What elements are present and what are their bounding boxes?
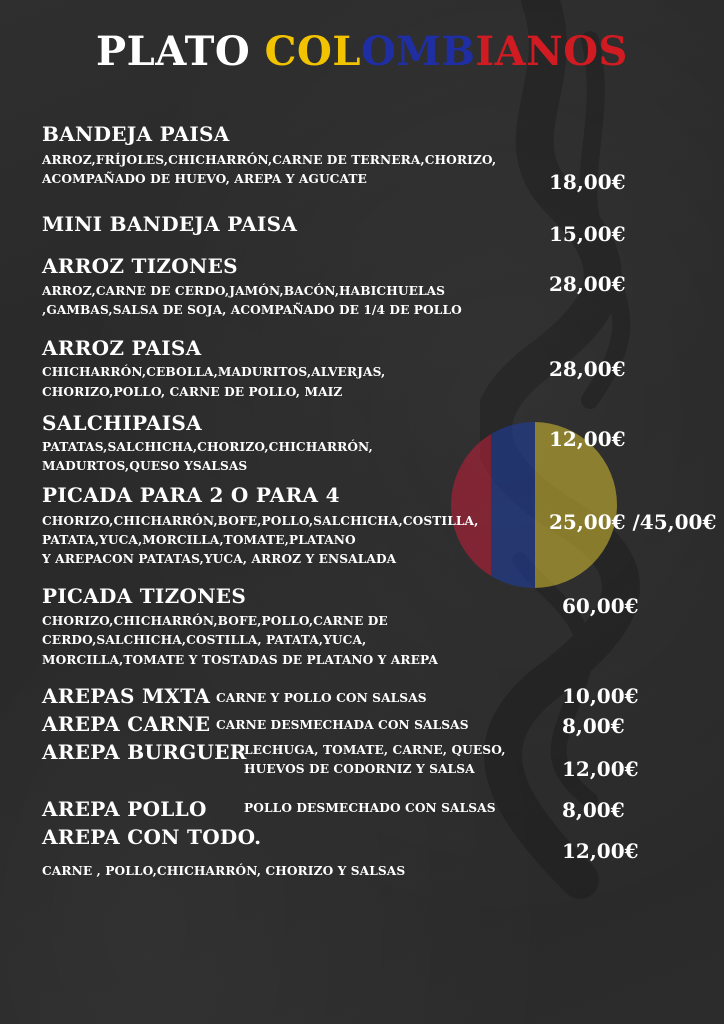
item-price: 12,00€	[562, 757, 639, 781]
item-name: PICADA TIZONES	[42, 584, 247, 608]
item-description: CHORIZO,POLLO, CARNE DE POLLO, MAIZ	[42, 385, 343, 399]
item-description: MADURTOS,QUESO YSALSAS	[42, 459, 248, 473]
item-price: 60,00€	[562, 594, 639, 618]
item-description: CHICHARRÓN,CEBOLLA,MADURITOS,ALVERJAS,	[42, 365, 386, 379]
item-description: ARROZ,CARNE DE CERDO,JAMÓN,BACÓN,HABICHUELAS	[42, 284, 446, 298]
item-price: 8,00€	[562, 798, 625, 822]
item-price: 12,00€	[549, 427, 626, 451]
item-description: ARROZ,FRÍJOLES,CHICHARRÓN,CARNE DE TERNERA,CHORIZO,	[42, 153, 497, 167]
item-description: PATATAS,SALCHICHA,CHORIZO,CHICHARRÓN,	[42, 440, 373, 454]
item-name: PICADA PARA 2 O PARA 4	[42, 483, 340, 507]
item-price: 25,00€ /45,00€	[549, 510, 717, 534]
flag-red-stripe	[451, 422, 491, 588]
item-description: CHORIZO,CHICHARRÓN,BOFE,POLLO,SALCHICHA,COSTILLA,	[42, 514, 479, 528]
item-name: AREPAS MXTA	[42, 684, 211, 708]
item-name: ARROZ PAISA	[42, 336, 202, 360]
flag-blue-stripe	[491, 422, 535, 588]
item-description: ,GAMBAS,SALSA DE SOJA, ACOMPAÑADO DE 1/4 DE POLLO	[42, 303, 462, 317]
item-description: Y AREPACON PATATAS,YUCA, ARROZ Y ENSALADA	[42, 552, 397, 566]
title-colombianos-blue: OMB	[360, 28, 476, 75]
item-description: LECHUGA, TOMATE, CARNE, QUESO,	[244, 743, 506, 757]
item-name: AREPA BURGUER	[42, 740, 247, 764]
item-description: HUEVOS DE CODORNIZ Y SALSA	[244, 762, 475, 776]
item-price: 18,00€	[549, 170, 626, 194]
item-description: POLLO DESMECHADO CON SALSAS	[244, 801, 496, 815]
item-description: CARNE DESMECHADA CON SALSAS	[216, 718, 469, 732]
item-name: AREPA POLLO	[42, 797, 207, 821]
item-description: CARNE , POLLO,CHICHARRÓN, CHORIZO Y SALSAS	[42, 864, 406, 878]
item-name: ARROZ TIZONES	[42, 254, 238, 278]
item-name: BANDEJA PAISA	[42, 122, 230, 146]
item-description: CARNE Y POLLO CON SALSAS	[216, 691, 427, 705]
item-name: AREPA CON TODO.	[42, 825, 262, 849]
page-title	[0, 28, 724, 75]
title-colombianos-yellow: COL	[264, 28, 361, 75]
item-price: 28,00€	[549, 357, 626, 381]
item-name: AREPA CARNE	[42, 712, 211, 736]
item-price: 10,00€	[562, 684, 639, 708]
item-description: ACOMPAÑADO DE HUEVO, AREPA Y AGUCATE	[42, 172, 367, 186]
title-colombianos-red: IANOS	[475, 28, 628, 75]
item-description: MORCILLA,TOMATE Y TOSTADAS DE PLATANO Y AREPA	[42, 653, 438, 667]
item-description: CERDO,SALCHICHA,COSTILLA, PATATA,YUCA,	[42, 633, 367, 647]
item-name: SALCHIPAISA	[42, 411, 202, 435]
item-price: 12,00€	[562, 839, 639, 863]
item-description: PATATA,YUCA,MORCILLA,TOMATE,PLATANO	[42, 533, 356, 547]
item-price: 28,00€	[549, 272, 626, 296]
title-plato: PLATO	[96, 28, 265, 75]
item-price: 15,00€	[549, 222, 626, 246]
item-price: 8,00€	[562, 714, 625, 738]
item-description: CHORIZO,CHICHARRÓN,BOFE,POLLO,CARNE DE	[42, 614, 388, 628]
item-name: MINI BANDEJA PAISA	[42, 212, 298, 236]
